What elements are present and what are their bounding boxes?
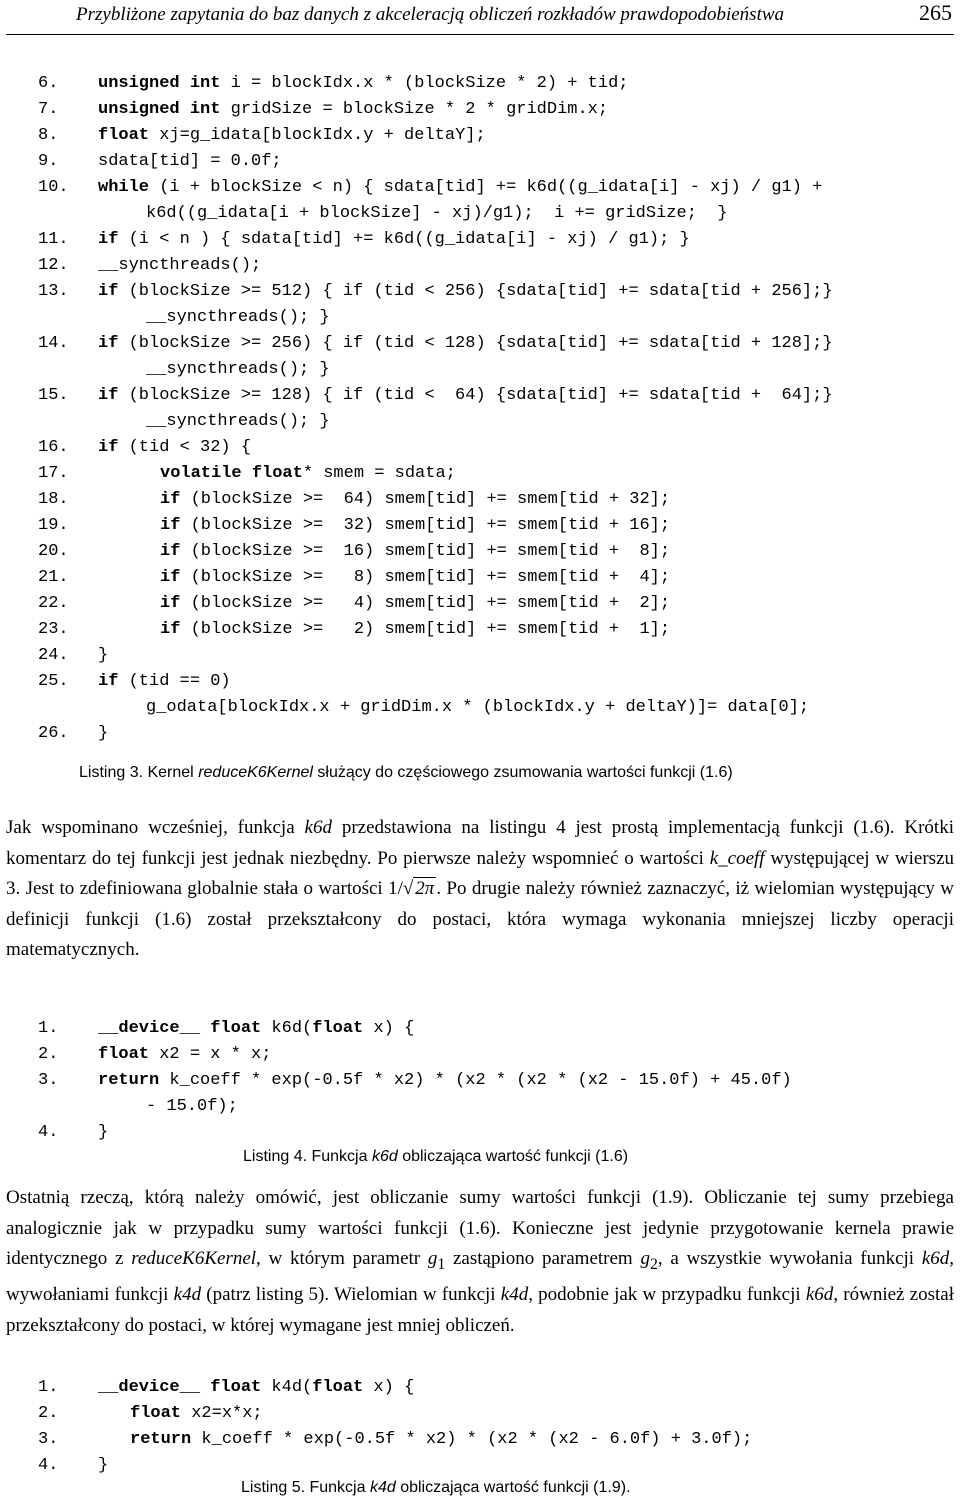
code-text [146,305,330,331]
caption-suffix: obliczająca wartość funkcji (1.6) [397,1148,629,1165]
code-keyword: if [160,568,181,587]
code-text [98,123,486,149]
paragraph-text: występującej w wierszu 3. Jest to zdefiniowana globalnie stała o wartości [6,847,954,899]
paragraph-text: w którym parametr [260,1248,428,1269]
code-rest: i = blockIdx.x * (blockSize * 2) + tid; [220,74,629,93]
code-rest: xj=g_idata[blockIdx.y + deltaY]; [149,126,486,145]
code-rest: __syncthreads(); } [146,360,330,379]
line-number: 13. [38,282,69,301]
code-text [146,409,330,435]
code-rest: (blockSize >= 128) { if (tid < 64) {sdata[tid] += sdata[tid + 64];} [118,386,833,405]
line-number: 20. [38,542,69,561]
code-rest: } [98,1123,109,1142]
line-number: 14. [38,334,69,353]
caption-italic: k6d [371,1148,398,1165]
code-text [98,435,251,461]
code-rest: sdata[tid] = 0.0f; [98,152,282,171]
parameter-name: g [640,1248,650,1269]
code-text [160,565,670,591]
code-keyword: unsigned int [98,74,221,93]
page-number: 265 [919,0,952,25]
function-name: k4d [173,1284,202,1306]
paragraph-k6d-description [6,813,954,966]
code-text [160,513,670,539]
line-number: 7. [38,100,59,119]
code-text [98,331,833,357]
code-keyword: __device__ float [98,1019,262,1038]
code-text [98,1453,108,1479]
paragraph-text: Ostatnią rzeczą, którą należy omówić, jest obliczanie sumy wartości funkcji (1.9). Obliczanie tej sumy przebiega analogicznie jak w przypadku sumy wartości funkcji (1.6). Konieczne jest jedynie przygotowanie kernela prawie identycznego z [6,1187,954,1269]
code-text [146,357,330,383]
code-rest: x) { [363,1019,415,1038]
code-keyword: float [312,1019,364,1038]
paragraph-text: zastąpiono parametrem [445,1248,641,1269]
code-rest: x2 = x * x; [149,1045,272,1064]
function-name: k6d [304,817,332,838]
code-keyword: if [98,672,119,691]
code-rest: (blockSize >= 16) smem[tid] += smem[tid + 8]; [180,542,671,561]
code-rest: __syncthreads(); } [146,412,330,431]
function-name: k4d [500,1284,529,1306]
code-text [160,591,670,617]
code-text [98,1120,108,1146]
line-number: 2. [38,1404,59,1423]
line-number: 11. [38,230,69,249]
code-keyword: volatile float [160,464,303,483]
code-rest: (blockSize >= 256) { if (tid < 128) {sdata[tid] += sdata[tid + 128];} [118,334,833,353]
header-divider [6,34,954,35]
paragraph-text: , a wszystkie wywołania funkcji [657,1248,922,1269]
line-number: 24. [38,646,69,665]
code-text [98,175,822,201]
page-header [0,0,960,36]
code-rest: g_odata[blockIdx.x + gridDim.x * (blockIdx.y + deltaY)]= data[0]; [146,698,810,717]
line-number: 1. [38,1378,59,1397]
code-text [98,279,833,305]
code-text [98,721,108,747]
line-number: 4. [38,1456,59,1475]
variable-name: k_coeff [709,847,765,869]
line-number: 6. [38,74,59,93]
code-keyword: float [98,126,150,145]
function-name: k6d [805,1284,834,1306]
parameter-subscript: 2 [649,1255,658,1273]
caption-prefix: Listing 3. Kernel [79,764,199,781]
formula-one-over-sqrt-2pi: 1/√ 2π [388,878,435,899]
code-keyword: float [98,1045,150,1064]
listing-3-caption [79,764,733,782]
line-number: 18. [38,490,69,509]
code-text [98,1042,271,1068]
code-rest: x) { [363,1378,415,1397]
caption-italic: k4d [369,1479,396,1496]
code-rest: } [98,1456,109,1475]
line-number: 16. [38,438,69,457]
code-text [160,617,670,643]
line-number: 23. [38,620,69,639]
code-rest: k6d((g_idata[i + blockSize] - xj)/g1); i += gridSize; } [146,204,728,223]
line-number: 10. [38,178,69,197]
line-number: 17. [38,464,69,483]
code-keyword: if [160,542,181,561]
code-text [98,253,261,279]
parameter-name: g [427,1248,438,1269]
code-keyword: __device__ float [98,1378,262,1397]
code-text [98,71,629,97]
code-text [98,1068,792,1094]
code-keyword: return [98,1071,160,1090]
code-text [160,539,670,565]
code-rest: (blockSize >= 2) smem[tid] += smem[tid + 1]; [180,620,671,639]
paragraph-text: , podobnie jak w przypadku funkcji [528,1284,806,1306]
code-text [130,1427,752,1453]
code-rest: k_coeff * exp(-0.5f * x2) * (x2 * (x2 * (x2 - 15.0f) + 45.0f) [159,1071,792,1090]
code-keyword: if [160,516,181,535]
code-text [160,461,456,487]
line-number: 4. [38,1123,59,1142]
code-rest: __syncthreads(); } [146,308,330,327]
caption-suffix: służący do częściowego zsumowania wartości funkcji (1.6) [312,764,733,781]
parameter-subscript: 1 [437,1255,446,1273]
code-text [160,487,670,513]
kernel-name: reduceK6Kernel, [131,1248,261,1269]
code-text [146,201,728,227]
line-number: 9. [38,152,59,171]
formula-radicand: 2π [415,878,435,899]
function-name: k6d [921,1248,950,1269]
code-rest: x2=x*x; [181,1404,263,1423]
caption-italic: reduceK6Kernel [198,764,313,781]
code-text [146,695,809,721]
code-rest: (blockSize >= 8) smem[tid] += smem[tid + 4]; [180,568,671,587]
code-keyword: if [160,594,181,613]
code-text [98,1016,414,1042]
code-rest: k_coeff * exp(-0.5f * x2) * (x2 * (x2 - 6.0f) + 3.0f); [191,1430,753,1449]
code-keyword: return [130,1430,192,1449]
line-number: 26. [38,724,69,743]
listing-4-caption [243,1148,628,1166]
code-rest: k4d( [261,1378,313,1397]
line-number: 12. [38,256,69,275]
code-keyword: unsigned int [98,100,221,119]
line-number: 22. [38,594,69,613]
line-number: 8. [38,126,59,145]
code-rest: (blockSize >= 512) { if (tid < 256) {sdata[tid] += sdata[tid + 256];} [118,282,833,301]
code-keyword: while [98,178,150,197]
code-keyword: if [98,282,119,301]
code-keyword: if [98,438,119,457]
code-keyword: if [98,230,119,249]
code-rest: (i < n ) { sdata[tid] += k6d((g_idata[i] - xj) / g1); } [118,230,690,249]
paragraph-text: . Po drugie należy również zaznaczyć, iż wielomian występujący w definicji funkcji (1.6) został przekształcony do postaci, która wymaga wykonania mniejszej liczby operacji matematycznych. [6,878,954,960]
paragraph-text: Jak wspominano wcześniej, funkcja [6,817,305,838]
code-keyword: float [130,1404,182,1423]
code-keyword: if [160,490,181,509]
line-number: 19. [38,516,69,535]
code-text [98,643,108,669]
code-text [98,227,690,253]
caption-prefix: Listing 5. Funkcja [241,1479,370,1496]
line-number: 1. [38,1019,59,1038]
code-keyword: float [312,1378,364,1397]
code-rest: (blockSize >= 4) smem[tid] += smem[tid + 2]; [180,594,671,613]
code-rest: k6d( [261,1019,313,1038]
code-rest: } [98,724,109,743]
paragraph-text: (patrz listing 5). Wielomian w funkcji [201,1284,501,1306]
line-number: 15. [38,386,69,405]
line-number: 25. [38,672,69,691]
running-title: Przybliżone zapytania do baz danych z akceleracją obliczeń rozkładów prawdopodobieństwa [76,4,785,25]
formula-prefix: 1/ [388,878,403,899]
code-rest: * smem = sdata; [302,464,456,483]
line-number: 21. [38,568,69,587]
code-rest: (i + blockSize < n) { sdata[tid] += k6d((g_idata[i] - xj) / g1) + [149,178,823,197]
line-number: 2. [38,1045,59,1064]
paragraph-text: , wywołaniami funkcji [6,1248,954,1306]
listing-5-caption [241,1479,631,1497]
code-keyword: if [160,620,181,639]
caption-suffix: obliczająca wartość funkcji (1.9). [395,1479,631,1496]
code-text [146,1094,238,1120]
code-rest: gridSize = blockSize * 2 * gridDim.x; [220,100,609,119]
code-keyword: if [98,334,119,353]
code-text [98,1375,414,1401]
paragraph-k4d-description [6,1183,954,1341]
code-rest: - 15.0f); [146,1097,238,1116]
code-rest: __syncthreads(); [98,256,262,275]
code-text [98,97,608,123]
code-keyword: if [98,386,119,405]
code-rest: (blockSize >= 64) smem[tid] += smem[tid + 32]; [180,490,671,509]
code-rest: (blockSize >= 32) smem[tid] += smem[tid + 16]; [180,516,671,535]
code-rest: } [98,646,109,665]
caption-prefix: Listing 4. Funkcja [243,1148,372,1165]
code-text [98,149,282,175]
paragraph-text: , również został przekształcony do postaci, w której wymagane jest mniej obliczeń. [6,1284,954,1336]
code-rest: (tid < 32) { [118,438,252,457]
code-text [98,383,833,409]
code-text [130,1401,263,1427]
line-number: 3. [38,1071,59,1090]
paragraph-text: przedstawiona na listingu 4 jest prostą implementacją funkcji (1.6). Krótki komentarz do tej funkcji jest jednak niezbędny. Po pierwsze należy wspomnieć o wartości [6,817,954,869]
code-rest: (tid == 0) [118,672,231,691]
line-number: 3. [38,1430,59,1449]
code-text [98,669,231,695]
